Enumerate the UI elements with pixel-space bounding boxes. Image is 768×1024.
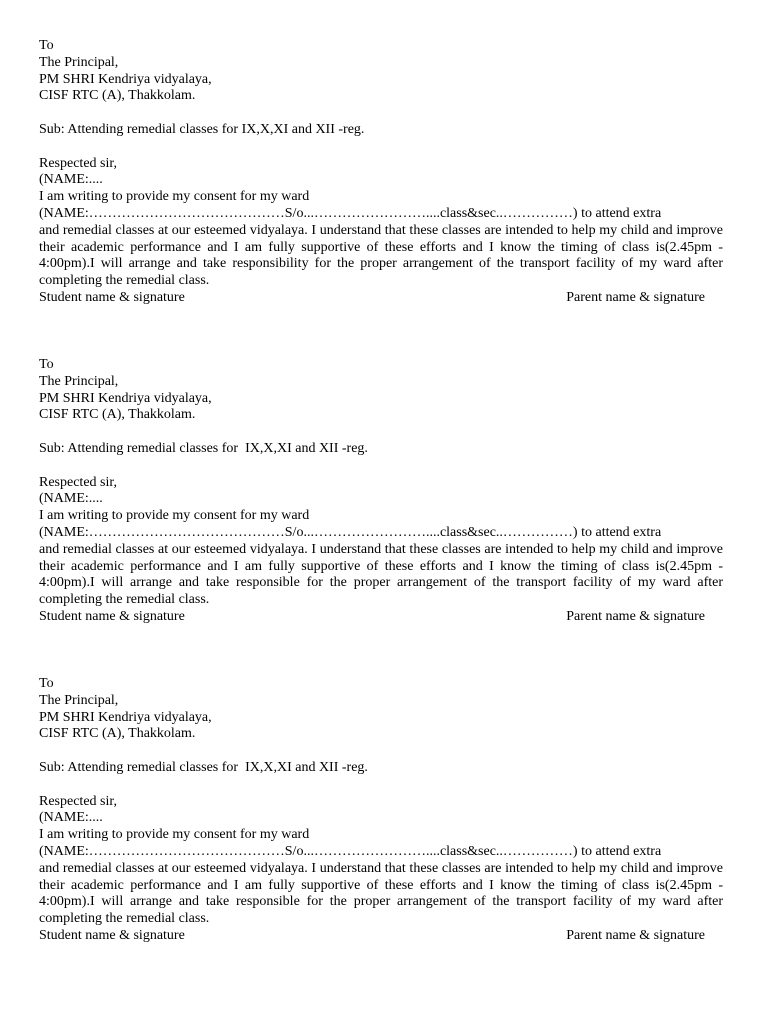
- parent-signature-label: Parent name & signature: [566, 289, 705, 305]
- letter-consent-intro: I am writing to provide my consent for my ward: [39, 827, 310, 843]
- letter-ward-details: (NAME:……………………………………S/o...……………………....class&sec..……………) to attend extra: [39, 843, 662, 859]
- letter-name-line: (NAME:....: [39, 172, 103, 188]
- letter-salutation: Respected sir,: [39, 474, 117, 490]
- student-signature-label: Student name & signature: [39, 289, 185, 305]
- spacer: [39, 105, 723, 122]
- spacer: [39, 424, 723, 441]
- letter-school: PM SHRI Kendriya vidyalaya,: [39, 390, 212, 406]
- letter-recipient: The Principal,: [39, 54, 119, 70]
- spacer: [39, 777, 723, 794]
- letter-subject: Sub: Attending remedial classes for IX,X,XI and XII -reg.: [39, 440, 368, 456]
- letter-to: To: [39, 357, 54, 372]
- signature-row: [39, 609, 705, 626]
- letter-address: CISF RTC (A), Thakkolam.: [39, 726, 196, 742]
- letter-subject: Sub: Attending remedial classes for IX,X,XI and XII -reg.: [39, 121, 365, 137]
- letter-subject: Sub: Attending remedial classes for IX,X,XI and XII -reg.: [39, 759, 368, 775]
- letter-name-line: (NAME:....: [39, 491, 103, 507]
- letter-address: CISF RTC (A), Thakkolam.: [39, 407, 196, 423]
- letter-salutation: Respected sir,: [39, 155, 117, 171]
- letter-body: and remedial classes at our esteemed vidyalaya. I understand that these classes are intended to help my child and improve their academic performance and I am fully supportive of these efforts and I know the timing of class is(2.45pm - 4:00pm).I will arrange and take responsibility for the proper arrangement of the transport facility of my ward after completing the remedial class.: [39, 222, 723, 289]
- spacer: [39, 743, 723, 760]
- letter-recipient: The Principal,: [39, 692, 119, 708]
- letter-to: To: [39, 38, 54, 53]
- letter-consent-intro: I am writing to provide my consent for my ward: [39, 508, 310, 524]
- letter-salutation: Respected sir,: [39, 793, 117, 809]
- signature-row: [39, 928, 705, 945]
- letter-body: and remedial classes at our esteemed vidyalaya. I understand that these classes are intended to help my child and improve their academic performance and I am fully supportive of these efforts and I know the timing of class is(2.45pm - 4:00pm).I will arrange and take responsible for the proper arrangement of the transport facility of my ward after completing the remedial class.: [39, 541, 723, 608]
- letter-name-line: (NAME:....: [39, 810, 103, 826]
- consent-letter-2: [39, 357, 723, 626]
- consent-letter-3: [39, 676, 723, 945]
- letter-consent-intro: I am writing to provide my consent for my ward: [39, 189, 310, 205]
- letter-recipient: The Principal,: [39, 373, 119, 389]
- letter-ward-details: (NAME:……………………………………S/o...……………………....class&sec..……………) to attend extra: [39, 524, 662, 540]
- spacer: [39, 458, 723, 475]
- student-signature-label: Student name & signature: [39, 608, 185, 624]
- letter-school: PM SHRI Kendriya vidyalaya,: [39, 71, 212, 87]
- consent-letter-1: [39, 38, 723, 307]
- letter-ward-details: (NAME:……………………………………S/o...……………………....class&sec..……………) to attend extra: [39, 205, 662, 221]
- parent-signature-label: Parent name & signature: [566, 927, 705, 943]
- letter-school: PM SHRI Kendriya vidyalaya,: [39, 709, 212, 725]
- parent-signature-label: Parent name & signature: [566, 608, 705, 624]
- spacer: [39, 139, 723, 156]
- letter-to: To: [39, 676, 54, 691]
- signature-row: [39, 290, 705, 307]
- letter-address: CISF RTC (A), Thakkolam.: [39, 88, 196, 104]
- letter-body: and remedial classes at our esteemed vidyalaya. I understand that these classes are intended to help my child and improve their academic performance and I am fully supportive of these efforts and I know the timing of class is(2.45pm - 4:00pm).I will arrange and take responsible for the proper arrangement of the transport facility of my ward after completing the remedial class.: [39, 860, 723, 927]
- student-signature-label: Student name & signature: [39, 927, 185, 943]
